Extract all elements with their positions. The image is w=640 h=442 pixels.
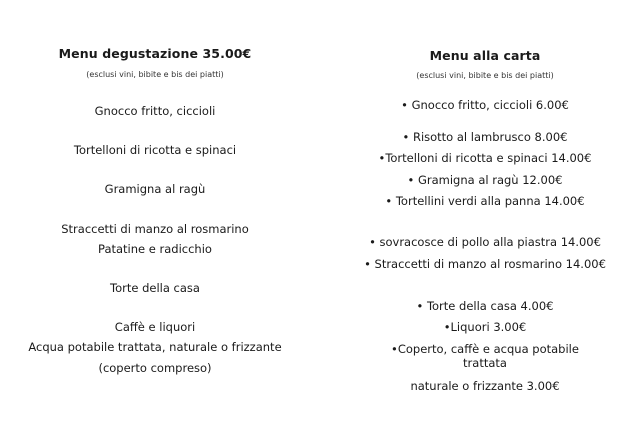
right-menu-item: • Gramigna al ragù 12.00€ — [407, 173, 563, 187]
right-menu-item: • sovracosce di pollo alla piastra 14.00€ — [369, 235, 601, 249]
left-menu-item: Acqua potabile trattata, naturale o frizzante — [28, 340, 282, 354]
right-menu-item: • Risotto al lambrusco 8.00€ — [402, 130, 568, 144]
right-menu-item: •Tortelloni di ricotta e spinaci 14.00€ — [378, 151, 592, 165]
right-menu-item: • Gnocco fritto, ciccioli 6.00€ — [401, 98, 569, 112]
right-menu-item: •Liquori 3.00€ — [443, 320, 527, 334]
left-menu-item: Torte della casa — [110, 281, 200, 295]
right-menu-item: • Tortellini verdi alla panna 14.00€ — [385, 194, 585, 208]
left-menu-item: Patatine e radicchio — [98, 242, 212, 256]
left-menu-subtitle: (esclusi vini, bibite e bis dei piatti) — [86, 70, 224, 79]
right-menu-item: • Straccetti di manzo al rosmarino 14.00€ — [364, 257, 606, 271]
left-menu-item: Caffè e liquori — [114, 320, 196, 334]
right-menu-item: • Torte della casa 4.00€ — [416, 299, 554, 313]
left-menu-item: Gnocco fritto, ciccioli — [94, 104, 216, 118]
right-menu-subtitle: (esclusi vini, bibite e bis dei piatti) — [416, 71, 554, 80]
left-menu-item: Gramigna al ragù — [104, 182, 206, 196]
left-menu-column — [0, 0, 310, 442]
right-menu-title: Menu alla carta — [429, 48, 541, 63]
left-menu-item: Straccetti di manzo al rosmarino — [61, 222, 249, 236]
right-menu-item: naturale o frizzante 3.00€ — [410, 379, 560, 393]
left-menu-title: Menu degustazione 35.00€ — [58, 46, 252, 61]
right-menu-item: •Coperto, caffè e acqua potabile trattata — [391, 342, 579, 370]
right-menu-column — [330, 0, 640, 442]
left-menu-item: Tortelloni di ricotta e spinaci — [73, 143, 237, 157]
left-menu-item: (coperto compreso) — [98, 361, 212, 375]
